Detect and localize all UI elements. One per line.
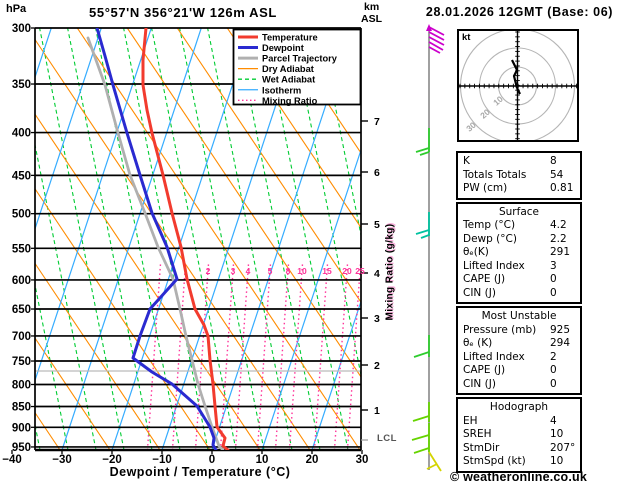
panel-row [458, 378, 580, 392]
panel-row-value: 207° [550, 441, 576, 454]
temp-tick-label: 0 [208, 454, 216, 466]
legend-label: Wet Adiabat [262, 74, 316, 85]
datetime-title: 28.01.2026 12GMT (Base: 06) [425, 5, 614, 19]
wind-barb [416, 212, 429, 238]
panel-section [456, 397, 582, 473]
panel-row-label: Totals Totals [463, 168, 527, 181]
temp-tick-label: −30 [52, 454, 72, 466]
temp-tick-label: −20 [102, 454, 122, 466]
panel-row-label: CAPE (J) [463, 273, 506, 285]
panel-row-label: Pressure (mb) [463, 323, 537, 336]
wind-barb-stroke [429, 452, 441, 471]
panel-row-value: 0 [550, 377, 557, 390]
km-label: 1 [374, 405, 380, 417]
pressure-label: 700 [11, 330, 31, 343]
parcel-curve [88, 38, 223, 450]
credit-footer: © weatheronline.co.uk [450, 470, 588, 484]
panel-row [458, 415, 580, 429]
pressure-label: 850 [11, 401, 31, 414]
panel-row-value: 4 [550, 414, 557, 427]
panel-row [458, 219, 580, 233]
isotherm-line [0, 28, 1, 450]
wind-barb-stroke [412, 435, 429, 440]
isotherm-line [12, 28, 151, 450]
legend-label: Isotherm [262, 85, 302, 96]
legend-label: Temperature [262, 32, 318, 43]
panel-section [456, 151, 582, 200]
panel-row-value: 8 [550, 155, 557, 167]
panel-row-label: CIN (J) [463, 286, 496, 299]
indices-panel [456, 151, 582, 475]
wind-barb-stroke [414, 448, 429, 453]
pressure-label: 400 [11, 127, 31, 140]
pressure-label: 750 [11, 356, 31, 369]
temp-tick-label: −10 [152, 454, 172, 466]
panel-row [458, 169, 580, 183]
panel-row-label: CAPE (J) [463, 364, 506, 376]
km-label: 2 [374, 360, 380, 372]
mixing-ratio-value-label: 15 [322, 266, 332, 276]
mixing-ratio-axis-label: Mixing Ratio (g/kg) [384, 223, 396, 321]
panel-row [458, 182, 580, 196]
panel-section-header: Most Unstable [481, 310, 557, 322]
wind-barb [412, 423, 429, 453]
x-axis-caption: Dewpoint / Temperature (°C) [109, 465, 291, 479]
panel-section-header: Surface [498, 205, 539, 218]
panel-row-value: 0 [550, 286, 557, 299]
wind-barb [414, 335, 429, 357]
wind-barb-stroke [416, 148, 429, 152]
mixing-ratio-value-label: 20 [342, 266, 352, 276]
pressure-unit-label: hPa [6, 3, 27, 15]
panel-row-label: θₑ (K) [463, 337, 493, 349]
temp-tick-label: 30 [355, 454, 369, 466]
mixing-ratio-value-label: 10 [297, 266, 307, 276]
pressure-label: 450 [11, 170, 31, 183]
mixing-ratio-line [220, 264, 233, 450]
panel-row-label: CIN (J) [463, 377, 496, 390]
km-label: 4 [374, 268, 380, 280]
panel-row [458, 324, 580, 338]
mixing-ratio-line [172, 264, 185, 450]
panel-row-value: 0 [550, 364, 557, 376]
temp-tick-label: 20 [305, 454, 319, 466]
pressure-label: 350 [11, 79, 31, 92]
wind-barb-stroke [416, 230, 429, 234]
panel-row-label: Lifted Index [463, 350, 525, 363]
isotherm-line [112, 28, 251, 450]
altitude-unit-asl: ASL [361, 13, 382, 25]
legend-label: Dewpoint [262, 43, 304, 54]
panel-row-label: StmSpd (kt) [463, 455, 526, 467]
panel-row-value: 925 [550, 323, 571, 336]
wind-barb [413, 402, 429, 422]
pressure-label: 950 [11, 441, 31, 454]
wind-barb-stroke [413, 416, 429, 421]
km-label: 6 [374, 167, 380, 179]
panel-row-value: 10 [550, 428, 564, 440]
panel-row-value: 3 [550, 259, 557, 272]
hodograph-ring-label: 20 [478, 106, 492, 121]
panel-row [458, 233, 580, 247]
wind-barb-stroke [420, 152, 429, 155]
panel-row-label: PW (cm) [463, 182, 508, 194]
sounding-curves [88, 28, 228, 450]
mixing-ratio-line [235, 264, 248, 450]
panel-row-label: K [463, 155, 470, 167]
station-title: 55°57'N 356°21'W 126m ASL [89, 5, 277, 20]
panel-row-label: SREH [463, 428, 492, 440]
pressure-label: 600 [11, 274, 31, 287]
panel-row-value: 2 [550, 350, 557, 363]
panel-row [458, 337, 580, 351]
wet-adiabat-line [0, 28, 68, 450]
hodograph-ring-label: 30 [464, 119, 478, 134]
hodograph-unit-label: kt [462, 32, 471, 43]
hodograph-ring-label: 10 [491, 93, 505, 108]
panel-row [458, 455, 580, 469]
panel-section [456, 202, 582, 305]
panel-row [458, 246, 580, 260]
km-label: 7 [374, 116, 380, 128]
temp-tick-label: 10 [255, 454, 269, 466]
wind-barb-stroke [414, 352, 429, 357]
panel-row-value: 4.2 [550, 219, 567, 231]
legend-label: Mixing Ratio [262, 95, 318, 106]
panel-row [458, 260, 580, 274]
panel-row-label: Temp (°C) [463, 219, 516, 231]
hodograph-wind-trace [512, 60, 517, 88]
pressure-label: 500 [11, 208, 31, 221]
panel-row [458, 155, 580, 169]
pressure-label: 900 [11, 422, 31, 435]
panel-row-value: 291 [550, 246, 571, 258]
mixing-ratio-value-label: 3 [230, 266, 236, 276]
panel-row [458, 351, 580, 365]
panel-row-value: 10 [550, 455, 564, 467]
panel-section-header: Hodograph [489, 401, 549, 413]
panel-section [456, 306, 582, 395]
pressure-label: 650 [11, 304, 31, 317]
panel-row-value: 54 [550, 168, 564, 181]
panel-row-label: EH [463, 414, 478, 427]
altitude-unit-km: km [364, 1, 380, 13]
panel-row [458, 364, 580, 378]
mixing-ratio-line [289, 264, 302, 450]
panel-row [458, 287, 580, 301]
pressure-label: 550 [11, 243, 31, 256]
wet-adiabat-line [124, 28, 208, 450]
legend-label: Parcel Trajectory [262, 53, 337, 64]
panel-row-value: 294 [550, 337, 571, 349]
mixing-ratio-value-label: 5 [267, 266, 273, 276]
mixing-ratio-value-label: 8 [285, 266, 291, 276]
panel-row-value: 0.81 [550, 182, 574, 194]
mixing-ratio-value-label: 2 [205, 266, 211, 276]
panel-row [458, 273, 580, 287]
km-label: 5 [374, 219, 380, 231]
panel-row-label: Dewp (°C) [463, 232, 517, 245]
temp-tick-label: −40 [2, 454, 22, 466]
lcl-marker-label: LCL [377, 433, 397, 444]
panel-row-label: StmDir [463, 441, 500, 454]
wind-barb-stroke [421, 235, 429, 238]
mixing-ratio-value-label: 25 [355, 266, 365, 276]
panel-row [458, 428, 580, 442]
pressure-label: 800 [11, 379, 31, 392]
mixing-ratio-value-label: 4 [245, 266, 251, 276]
pressure-label: 300 [11, 23, 31, 35]
panel-row-label: Lifted Index [463, 259, 525, 272]
panel-row-value: 0 [550, 273, 557, 285]
panel-row-label: θₑ(K) [463, 246, 489, 258]
legend-label: Dry Adiabat [262, 64, 314, 75]
panel-row-value: 2.2 [550, 232, 567, 245]
km-label: 3 [374, 313, 380, 325]
panel-row [458, 442, 580, 456]
wind-barb [416, 128, 429, 155]
